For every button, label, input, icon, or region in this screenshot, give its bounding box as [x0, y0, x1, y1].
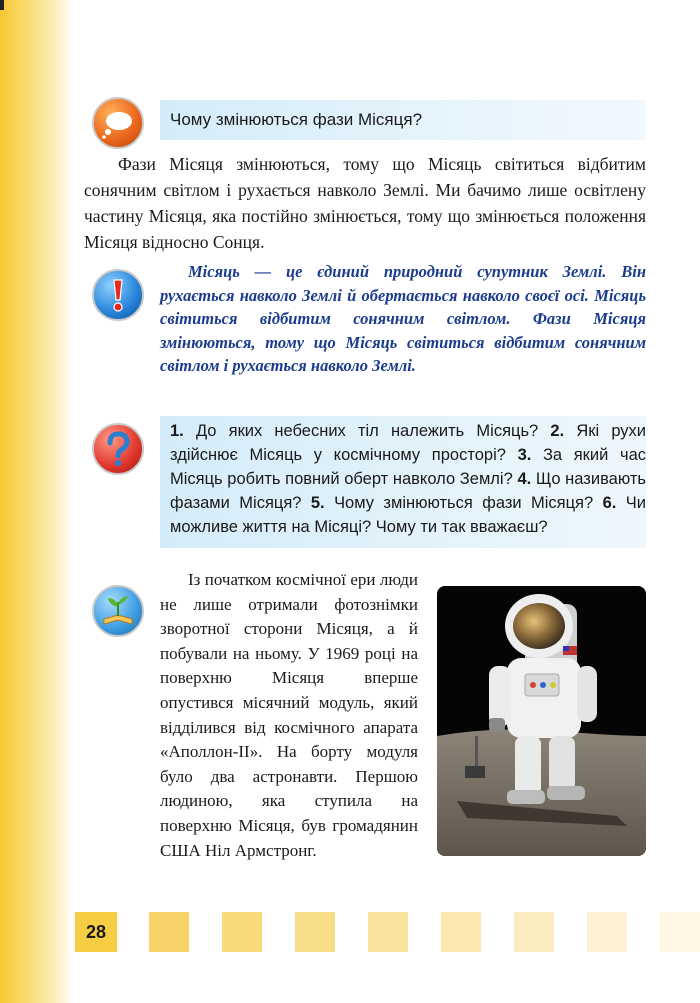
footer-square: [149, 912, 189, 952]
left-decorative-band: [0, 0, 72, 1003]
section-heading: [160, 100, 646, 140]
footer-square: [660, 912, 700, 952]
question-item: 6. Чи можливе життя на Місяці? Чому ти так вважаєш?: [170, 494, 646, 536]
footer-square: [587, 912, 627, 952]
question-item: 1. До яких небесних тіл належить Місяць?: [170, 422, 539, 440]
section-heading-text: Чому змінюються фази Місяця?: [170, 110, 423, 129]
questions-box: [160, 416, 646, 548]
footer-square: [368, 912, 408, 952]
footer-square: [441, 912, 481, 952]
story-paragraph: Із початком космічної ери люди не лише отримали фотознімки зворотної сторони Місяця, а й побували на ньому. У 1969 році на поверхню Місяця вперше опустився місячний модуль, який відділився від космічного апарата «Аполлон-ІІ». На борту модуля було два астронавти. Першою людиною, яка ступила на поверхню Місяця, був громадянин США Ніл Армстронг.: [160, 570, 418, 860]
footer-square: [222, 912, 262, 952]
astronaut-photo: [437, 586, 646, 856]
thought-bubble-icon: [92, 97, 144, 149]
question-item: 5. Чому змінюються фази Місяця?: [310, 494, 594, 512]
question-item: 4. Що називають фазами Місяця?: [170, 470, 646, 512]
corner-mark: [0, 0, 4, 10]
rule-paragraph: Місяць — це єдиний природний супутник Землі. Він рухається навколо Землі й обертається навколо своєї осі. Місяць світиться відбитим сонячним світлом. Фази Місяця змінюються, тому що Місяць світиться відбитим сонячним світлом і рухається навколо Землі.: [160, 262, 646, 375]
footer-square: [514, 912, 554, 952]
plant-book-icon: [92, 585, 144, 637]
question-item: 2. Які рухи здійснює Місяць у космічному просторі?: [170, 422, 647, 464]
intro-paragraph: Фази Місяця змінюються, тому що Місяць світиться відбитим сонячним світлом і рухається навколо Землі. Ми бачимо лише освітлену частину Місяця, яка постійно змінюється, тому що змінюється положення Місяця відносно Сонця.: [84, 154, 646, 252]
question-icon: [92, 423, 144, 475]
exclamation-icon: [92, 269, 144, 321]
question-item: 3. За який час Місяць робить повний оберт навколо Землі?: [170, 446, 646, 488]
page-number: 28: [75, 912, 117, 952]
footer-square: [295, 912, 335, 952]
